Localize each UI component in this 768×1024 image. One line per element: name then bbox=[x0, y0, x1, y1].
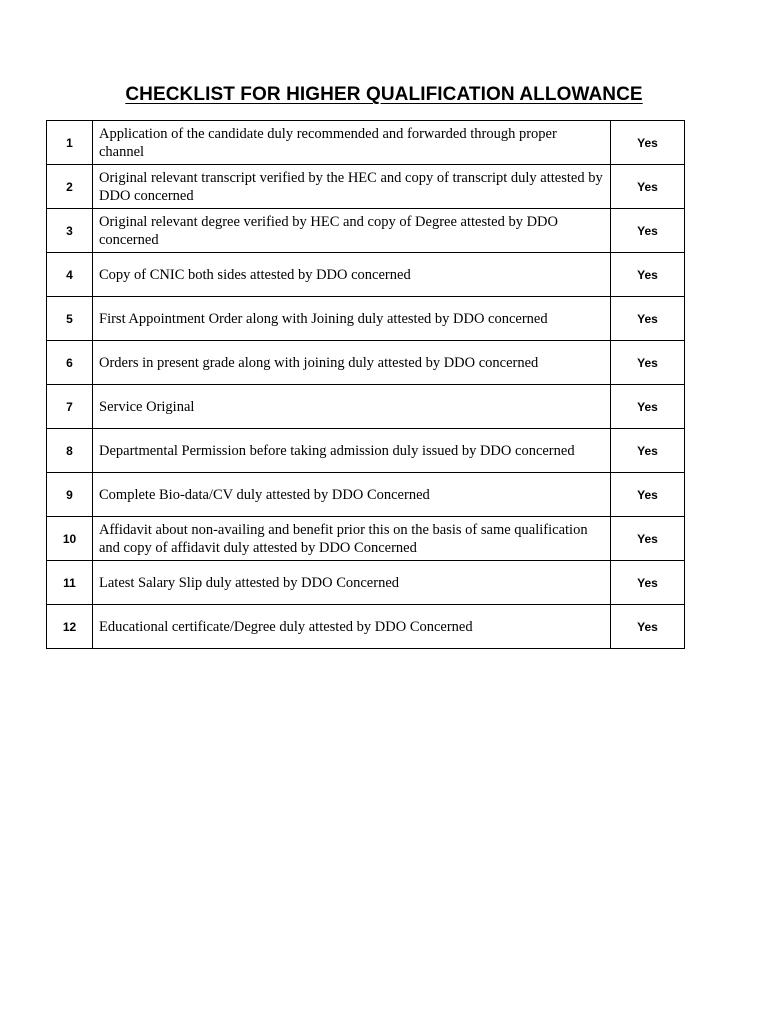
item-status: Yes bbox=[611, 297, 685, 341]
checklist-row bbox=[47, 341, 685, 385]
checklist-row bbox=[47, 165, 685, 209]
item-description: Service Original bbox=[93, 385, 611, 429]
item-status: Yes bbox=[611, 517, 685, 561]
item-status: Yes bbox=[611, 429, 685, 473]
checklist-row bbox=[47, 297, 685, 341]
item-status: Yes bbox=[611, 341, 685, 385]
item-number: 12 bbox=[47, 605, 93, 649]
item-number: 2 bbox=[47, 165, 93, 209]
item-number: 5 bbox=[47, 297, 93, 341]
item-status: Yes bbox=[611, 165, 685, 209]
item-number: 7 bbox=[47, 385, 93, 429]
item-status: Yes bbox=[611, 473, 685, 517]
checklist-row bbox=[47, 209, 685, 253]
checklist-row bbox=[47, 473, 685, 517]
item-number: 3 bbox=[47, 209, 93, 253]
item-description: Original relevant degree verified by HEC and copy of Degree attested by DDO concerned bbox=[93, 209, 611, 253]
item-number: 10 bbox=[47, 517, 93, 561]
item-description: Latest Salary Slip duly attested by DDO Concerned bbox=[93, 561, 611, 605]
item-status: Yes bbox=[611, 561, 685, 605]
item-description: Orders in present grade along with joining duly attested by DDO concerned bbox=[93, 341, 611, 385]
item-number: 6 bbox=[47, 341, 93, 385]
item-description: Departmental Permission before taking admission duly issued by DDO concerned bbox=[93, 429, 611, 473]
document-title: CHECKLIST FOR HIGHER QUALIFICATION ALLOWANCE bbox=[125, 84, 643, 105]
item-status: Yes bbox=[611, 121, 685, 165]
item-description: First Appointment Order along with Joining duly attested by DDO concerned bbox=[93, 297, 611, 341]
item-number: 11 bbox=[47, 561, 93, 605]
checklist-row bbox=[47, 605, 685, 649]
checklist-row bbox=[47, 121, 685, 165]
checklist-row bbox=[47, 253, 685, 297]
item-description: Copy of CNIC both sides attested by DDO concerned bbox=[93, 253, 611, 297]
item-description: Application of the candidate duly recommended and forwarded through proper channel bbox=[93, 121, 611, 165]
item-description: Affidavit about non-availing and benefit prior this on the basis of same qualification and copy of affidavit duly attested by DDO Concerned bbox=[93, 517, 611, 561]
item-status: Yes bbox=[611, 605, 685, 649]
item-status: Yes bbox=[611, 253, 685, 297]
checklist-row bbox=[47, 429, 685, 473]
item-number: 4 bbox=[47, 253, 93, 297]
item-description: Complete Bio-data/CV duly attested by DDO Concerned bbox=[93, 473, 611, 517]
item-number: 1 bbox=[47, 121, 93, 165]
item-status: Yes bbox=[611, 209, 685, 253]
item-number: 9 bbox=[47, 473, 93, 517]
checklist-row bbox=[47, 561, 685, 605]
item-status: Yes bbox=[611, 385, 685, 429]
item-description: Original relevant transcript verified by the HEC and copy of transcript duly attested by DDO concerned bbox=[93, 165, 611, 209]
checklist-row bbox=[47, 517, 685, 561]
item-number: 8 bbox=[47, 429, 93, 473]
checklist-table bbox=[46, 120, 685, 649]
item-description: Educational certificate/Degree duly attested by DDO Concerned bbox=[93, 605, 611, 649]
checklist-row bbox=[47, 385, 685, 429]
